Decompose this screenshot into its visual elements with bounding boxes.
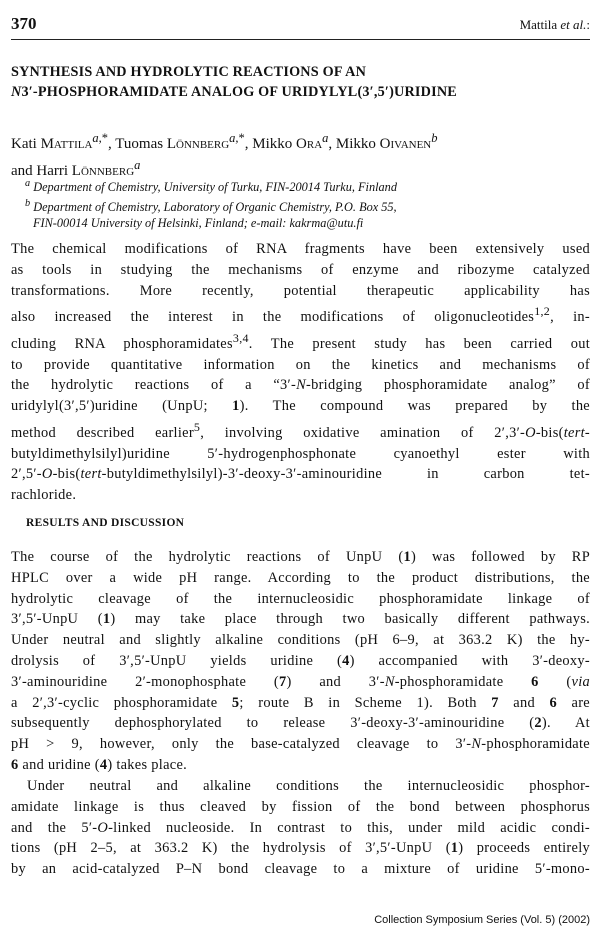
running-head: Mattila et al.: (519, 17, 590, 32)
abstract-line: transformations. More recently, potential therapeutic applicability has (11, 282, 590, 299)
results-line: and the 5′-O-linked nucleoside. In contrast to this, under mild acidic condi- (11, 819, 591, 836)
abstract-line: to provide quantitative information on the kinetics and mechanisms of (11, 356, 590, 373)
abstract-line: butyldimethylsilyl)uridine 5′-hydrogenphosphonate cyanoethyl ester with (11, 445, 590, 462)
abstract-line: The chemical modifications of RNA fragments have been extensively used (11, 241, 590, 257)
results-line: subsequently dephosphorylated to release 3′-deoxy-3′-aminouridine (2). At (11, 715, 590, 732)
results-line: 3′-aminouridine 2′-monophosphate (7) and 3′-N-phosphoramidate 6 (via (11, 673, 590, 690)
results-line: a 2′,3′-cyclic phosphoramidate 5; route B in Scheme 1). Both 7 and 6 are (11, 694, 590, 711)
abstract-line: the hydrolytic reactions of a “3′-N-bridging phosphoramidate analog” of (11, 377, 590, 394)
page-footer: Collection Symposium Series (Vol. 5) (2002) (374, 914, 590, 926)
results-line: Under neutral and slightly alkaline conditions (pH 6–9, at 363.2 K) the hy- (11, 632, 590, 649)
authors-line-2: and Harri Lönnberg$^a$ (11, 158, 141, 179)
results-line: The course of the hydrolytic reactions of UnpU (1) was followed by RP (11, 549, 590, 565)
results-line: amidate linkage is thus cleaved by fission of the bond between phosphorus (11, 798, 590, 815)
results-line: hydrolytic cleavage of the internucleosidic phosphoramidate linkage of (11, 590, 590, 607)
title-line-1: SYNTHESIS AND HYDROLYTIC REACTIONS OF AN (11, 64, 367, 80)
abstract-line: also increased the interest in the modifications of oligonucleotides$^{1,2}$, in- (11, 304, 590, 326)
results-line: tions (pH 2–5, at 363.2 K) the hydrolysis of 3′,5′-UnpU (1) proceeds entirely (11, 840, 591, 857)
abstract-paragraph (11, 239, 590, 506)
results-line: Under neutral and alkaline conditions the internucleosidic phosphor- (27, 778, 590, 794)
results-line: pH > 9, however, only the base-catalyzed cleavage to 3′-N-phosphoramidate (11, 736, 590, 753)
results-line: HPLC over a wide pH range. According to the product distributions, the (11, 569, 590, 586)
author-list (11, 128, 590, 182)
results-line: by an acid-catalyzed P–N bond cleavage to a mixture of uridine 5′-mono- (11, 861, 590, 878)
title-line-2: N3′-PHOSPHORAMIDATE ANALOG OF URIDYLYL(3′,5′)URIDINE (11, 84, 457, 100)
results-paragraph-1 (11, 547, 590, 776)
abstract-line: cluding RNA phosphoramidates$^{3,4}$. The present study has been carried out (11, 330, 590, 352)
page-number: 370 (11, 14, 37, 33)
abstract-line: method described earlier$^5$, involving oxidative amination of 2′,3′-O-bis(tert- (11, 419, 590, 441)
affiliation-b-line-2: FIN-00014 University of Helsinki, Finland; e-mail: kakrma@utu.fi (33, 216, 364, 231)
article-title (11, 62, 590, 102)
results-paragraph-2 (11, 776, 590, 880)
results-line: 3′,5′-UnpU (1) may take place through two basically different pathways. (11, 611, 590, 628)
abstract-line: 2′,5′-O-bis(tert-butyldimethylsilyl)-3′-deoxy-3′-aminouridine in carbon tet- (11, 466, 590, 483)
results-line: 6 and uridine (4) takes place. (11, 756, 188, 773)
section-heading: RESULTS AND DISCUSSION (26, 517, 185, 529)
page-header (11, 12, 590, 40)
affiliation-b-line-1: $^b$ Department of Chemistry, Laboratory of Organic Chemistry, P.O. Box 55, (25, 197, 397, 214)
affiliations (25, 176, 590, 232)
abstract-line: uridylyl(3′,5′)uridine (UnpU; 1). The compound was prepared by the (11, 398, 590, 415)
abstract-line: as tools in studying the mechanisms of enzyme and ribozyme catalyzed (11, 261, 590, 278)
authors-line-1: Kati Mattila$^{a,*}$, Tuomas Lönnberg$^{a,*}$, Mikko Ora$^a$, Mikko Oivanen$^b$ (11, 131, 438, 152)
affiliation-a: $^a$ Department of Chemistry, University of Turku, FIN-20014 Turku, Finland (25, 178, 397, 195)
abstract-line: rachloride. (11, 487, 77, 504)
results-line: drolysis of 3′,5′-UnpU yields uridine (4) accompanied with 3′-deoxy- (11, 652, 590, 669)
